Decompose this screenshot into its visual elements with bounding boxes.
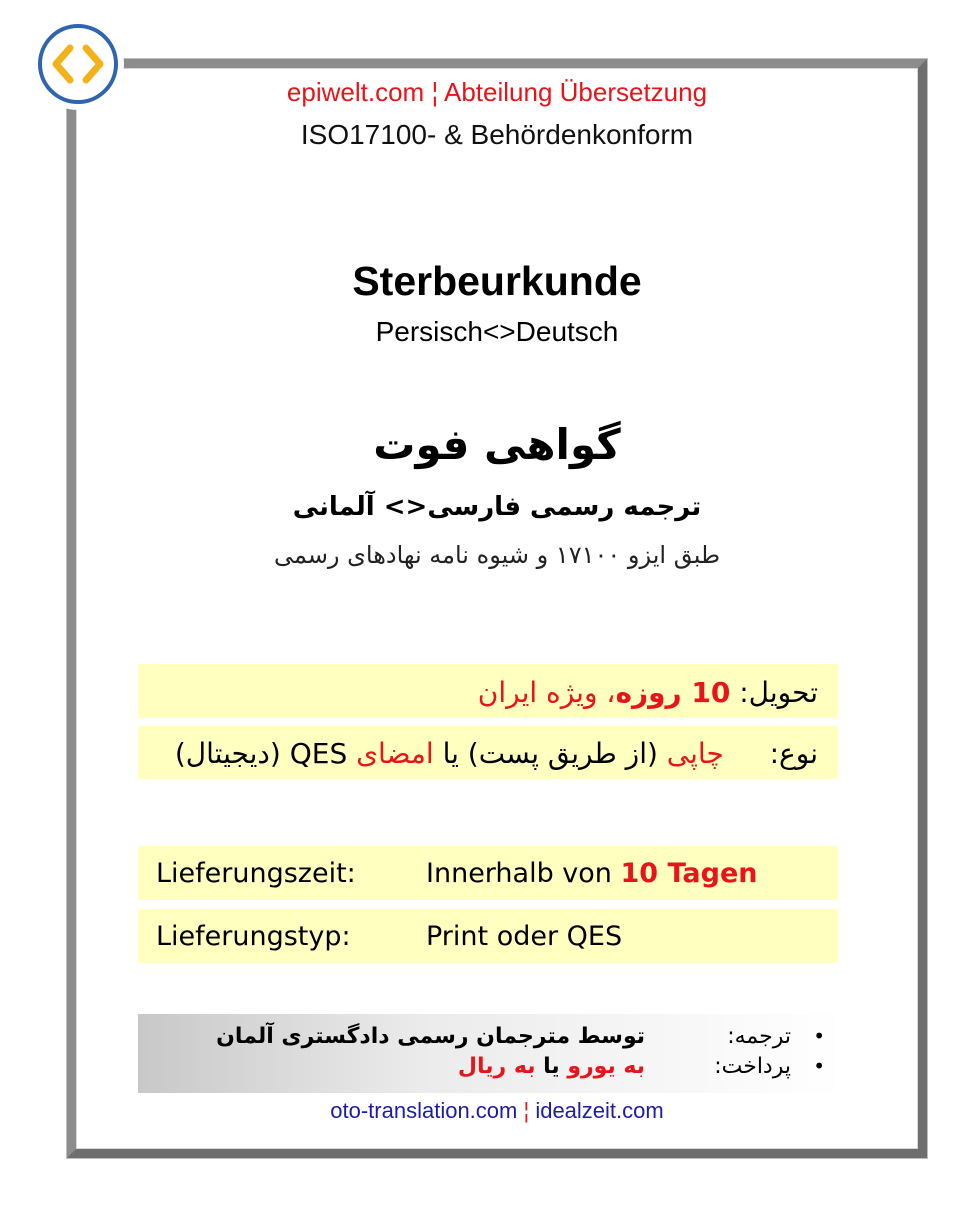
fa-type-qes: QES (دیجیتال)	[174, 737, 348, 770]
de-time-value	[426, 846, 758, 902]
fa-time-value: 10 روزه	[615, 676, 731, 709]
bullet-icon: •	[813, 1054, 825, 1078]
bullet-icon: •	[813, 1024, 825, 1048]
payment-or: یا	[543, 1054, 560, 1079]
de-type-value: Print oder QES	[426, 921, 623, 952]
language-pair: Persisch<>Deutsch	[375, 316, 619, 347]
fa-time-label: تحویل:	[739, 676, 818, 709]
de-time-label: Lieferungszeit:	[156, 858, 356, 889]
fa-time-region: ، ویژه ایران	[477, 676, 616, 709]
fa-delivery-time-box	[138, 664, 838, 718]
fa-title: گواهی فوت	[373, 420, 621, 469]
de-time-days: 10 Tagen	[620, 858, 758, 889]
page-frame	[67, 59, 927, 1158]
info-row-payment	[138, 1054, 843, 1086]
fa-type-sign: امضای	[356, 737, 434, 770]
department-label: Abteilung Übersetzung	[444, 77, 708, 107]
fa-subtitle: ترجمه رسمی فارسی<> آلمانی	[292, 492, 702, 522]
payment-rial: به ریال	[457, 1054, 536, 1079]
fa-delivery-type-box	[138, 726, 838, 779]
translation-label: ترجمه:	[727, 1024, 791, 1049]
info-box	[138, 1014, 843, 1093]
site-link[interactable]: epiwelt.com	[286, 77, 425, 107]
payment-label: پرداخت:	[714, 1054, 791, 1079]
fa-type-label: نوع:	[769, 737, 818, 770]
conformity-text: ISO17100- & Behördenkonform	[300, 119, 694, 150]
de-type-label: Lieferungstyp:	[156, 921, 351, 952]
fa-type-print: چاپی	[666, 737, 724, 770]
fa-type-print-note: (از طریق پست)	[467, 737, 658, 770]
translation-value: توسط مترجمان رسمی دادگستری آلمان	[216, 1024, 645, 1049]
fa-type-or: یا	[442, 737, 459, 770]
payment-value	[458, 1054, 645, 1079]
payment-euro: به یورو	[567, 1054, 645, 1079]
header-separator: ¦	[431, 77, 439, 107]
header-line	[67, 77, 927, 108]
footer-separator: ¦	[523, 1098, 530, 1123]
page-title: Sterbeurkunde	[352, 258, 642, 304]
fa-standard: طبق ایزو ۱۷۱۰۰ و شیوه نامه نهادهای رسمی	[273, 541, 721, 569]
footer-links	[67, 1098, 927, 1124]
footer-link-idealzeit[interactable]: idealzeit.com	[535, 1098, 664, 1123]
footer-link-oto[interactable]: oto-translation.com	[330, 1098, 518, 1123]
info-row-translation	[138, 1024, 843, 1056]
de-delivery-time-box	[138, 846, 838, 900]
de-time-prefix: Innerhalb von	[426, 858, 612, 889]
de-delivery-type-box	[138, 909, 838, 963]
